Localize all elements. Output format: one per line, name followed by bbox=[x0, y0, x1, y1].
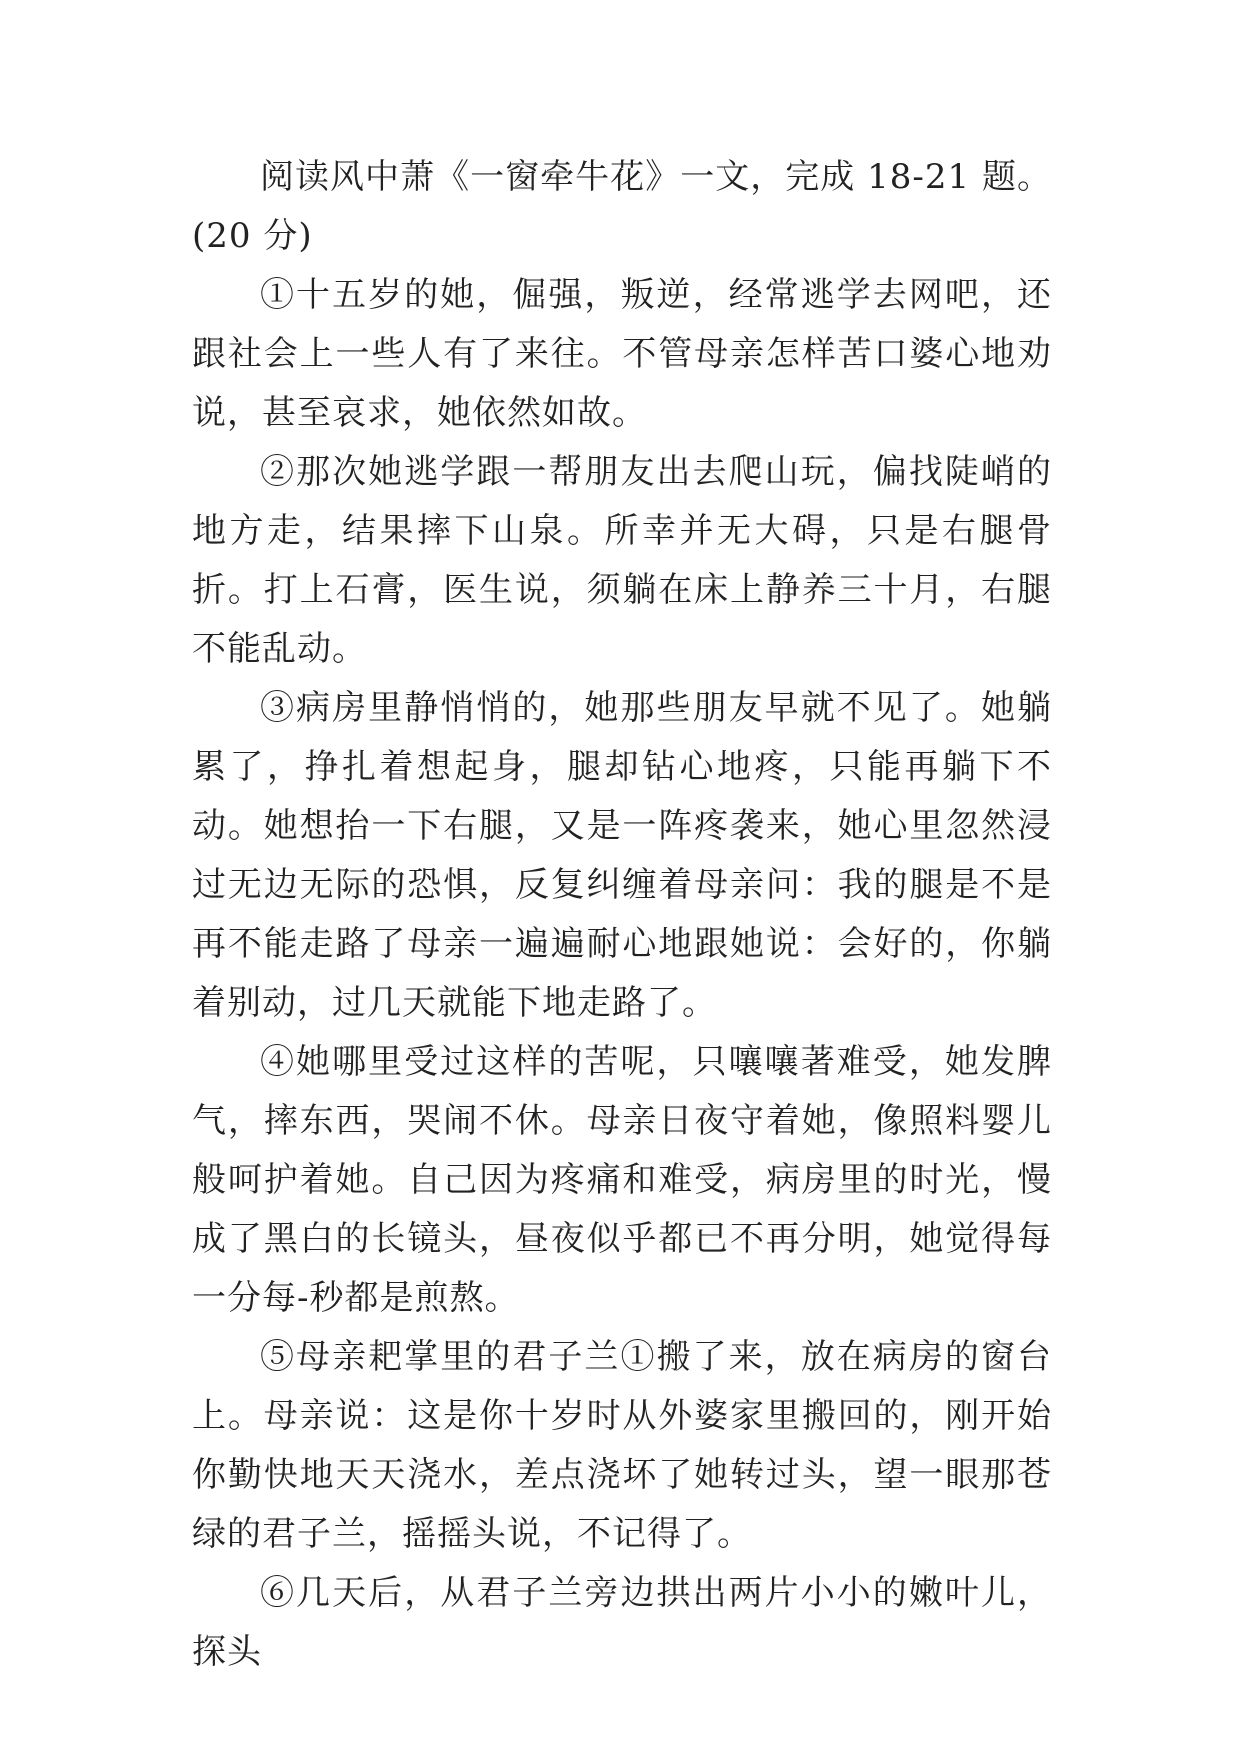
paragraph-1: ①十五岁的她，倔强，叛逆，经常逃学去网吧，还跟社会上一些人有了来往。不管母亲怎样苦口婆心地劝说，甚至哀求，她依然如故。 bbox=[192, 275, 1052, 433]
paragraph-3: ③病房里静悄悄的，她那些朋友早就不见了。她躺累了，挣扎着想起身，腿却钻心地疼，只能再躺下不动。她想抬一下右腿，又是一阵疼袭来，她心里忽然浸过无边无际的恐惧，反复纠缠着母亲问：我的腿是不是再不能走路了母亲一遍遍耐心地跟她说：会好的，你躺着别动，过几天就能下地走路了。 bbox=[192, 688, 1052, 1023]
intro-paragraph: 阅读风中萧《一窗牵牛花》一文，完成 18-21 题。(20 分) bbox=[192, 157, 1052, 256]
paragraph-2: ②那次她逃学跟一帮朋友出去爬山玩，偏找陡峭的地方走，结果摔下山泉。所幸并无大碍，只是右腿骨折。打上石膏，医生说，须躺在床上静养三十月，右腿不能乱动。 bbox=[192, 452, 1052, 669]
paragraph-5: ⑤母亲耙掌里的君子兰①搬了来，放在病房的窗台上。母亲说：这是你十岁时从外婆家里搬回的，刚开始你勤快地天天浇水，差点浇坏了她转过头，望一眼那苍绿的君子兰，摇摇头说，不记得了。 bbox=[192, 1337, 1052, 1554]
paragraph-4: ④她哪里受过这样的苦呢，只嚷嚷著难受，她发脾气，摔东西，哭闹不休。母亲日夜守着她，像照料婴儿般呵护着她。自己因为疼痛和难受，病房里的时光，慢成了黑白的长镜头，昼夜似乎都已不再分明，她觉得每一分每-秒都是煎熬。 bbox=[192, 1042, 1052, 1318]
document-page bbox=[192, 148, 1052, 1682]
paragraph-6: ⑥几天后，从君子兰旁边拱出两片小小的嫩叶儿，探头 bbox=[192, 1573, 1052, 1672]
